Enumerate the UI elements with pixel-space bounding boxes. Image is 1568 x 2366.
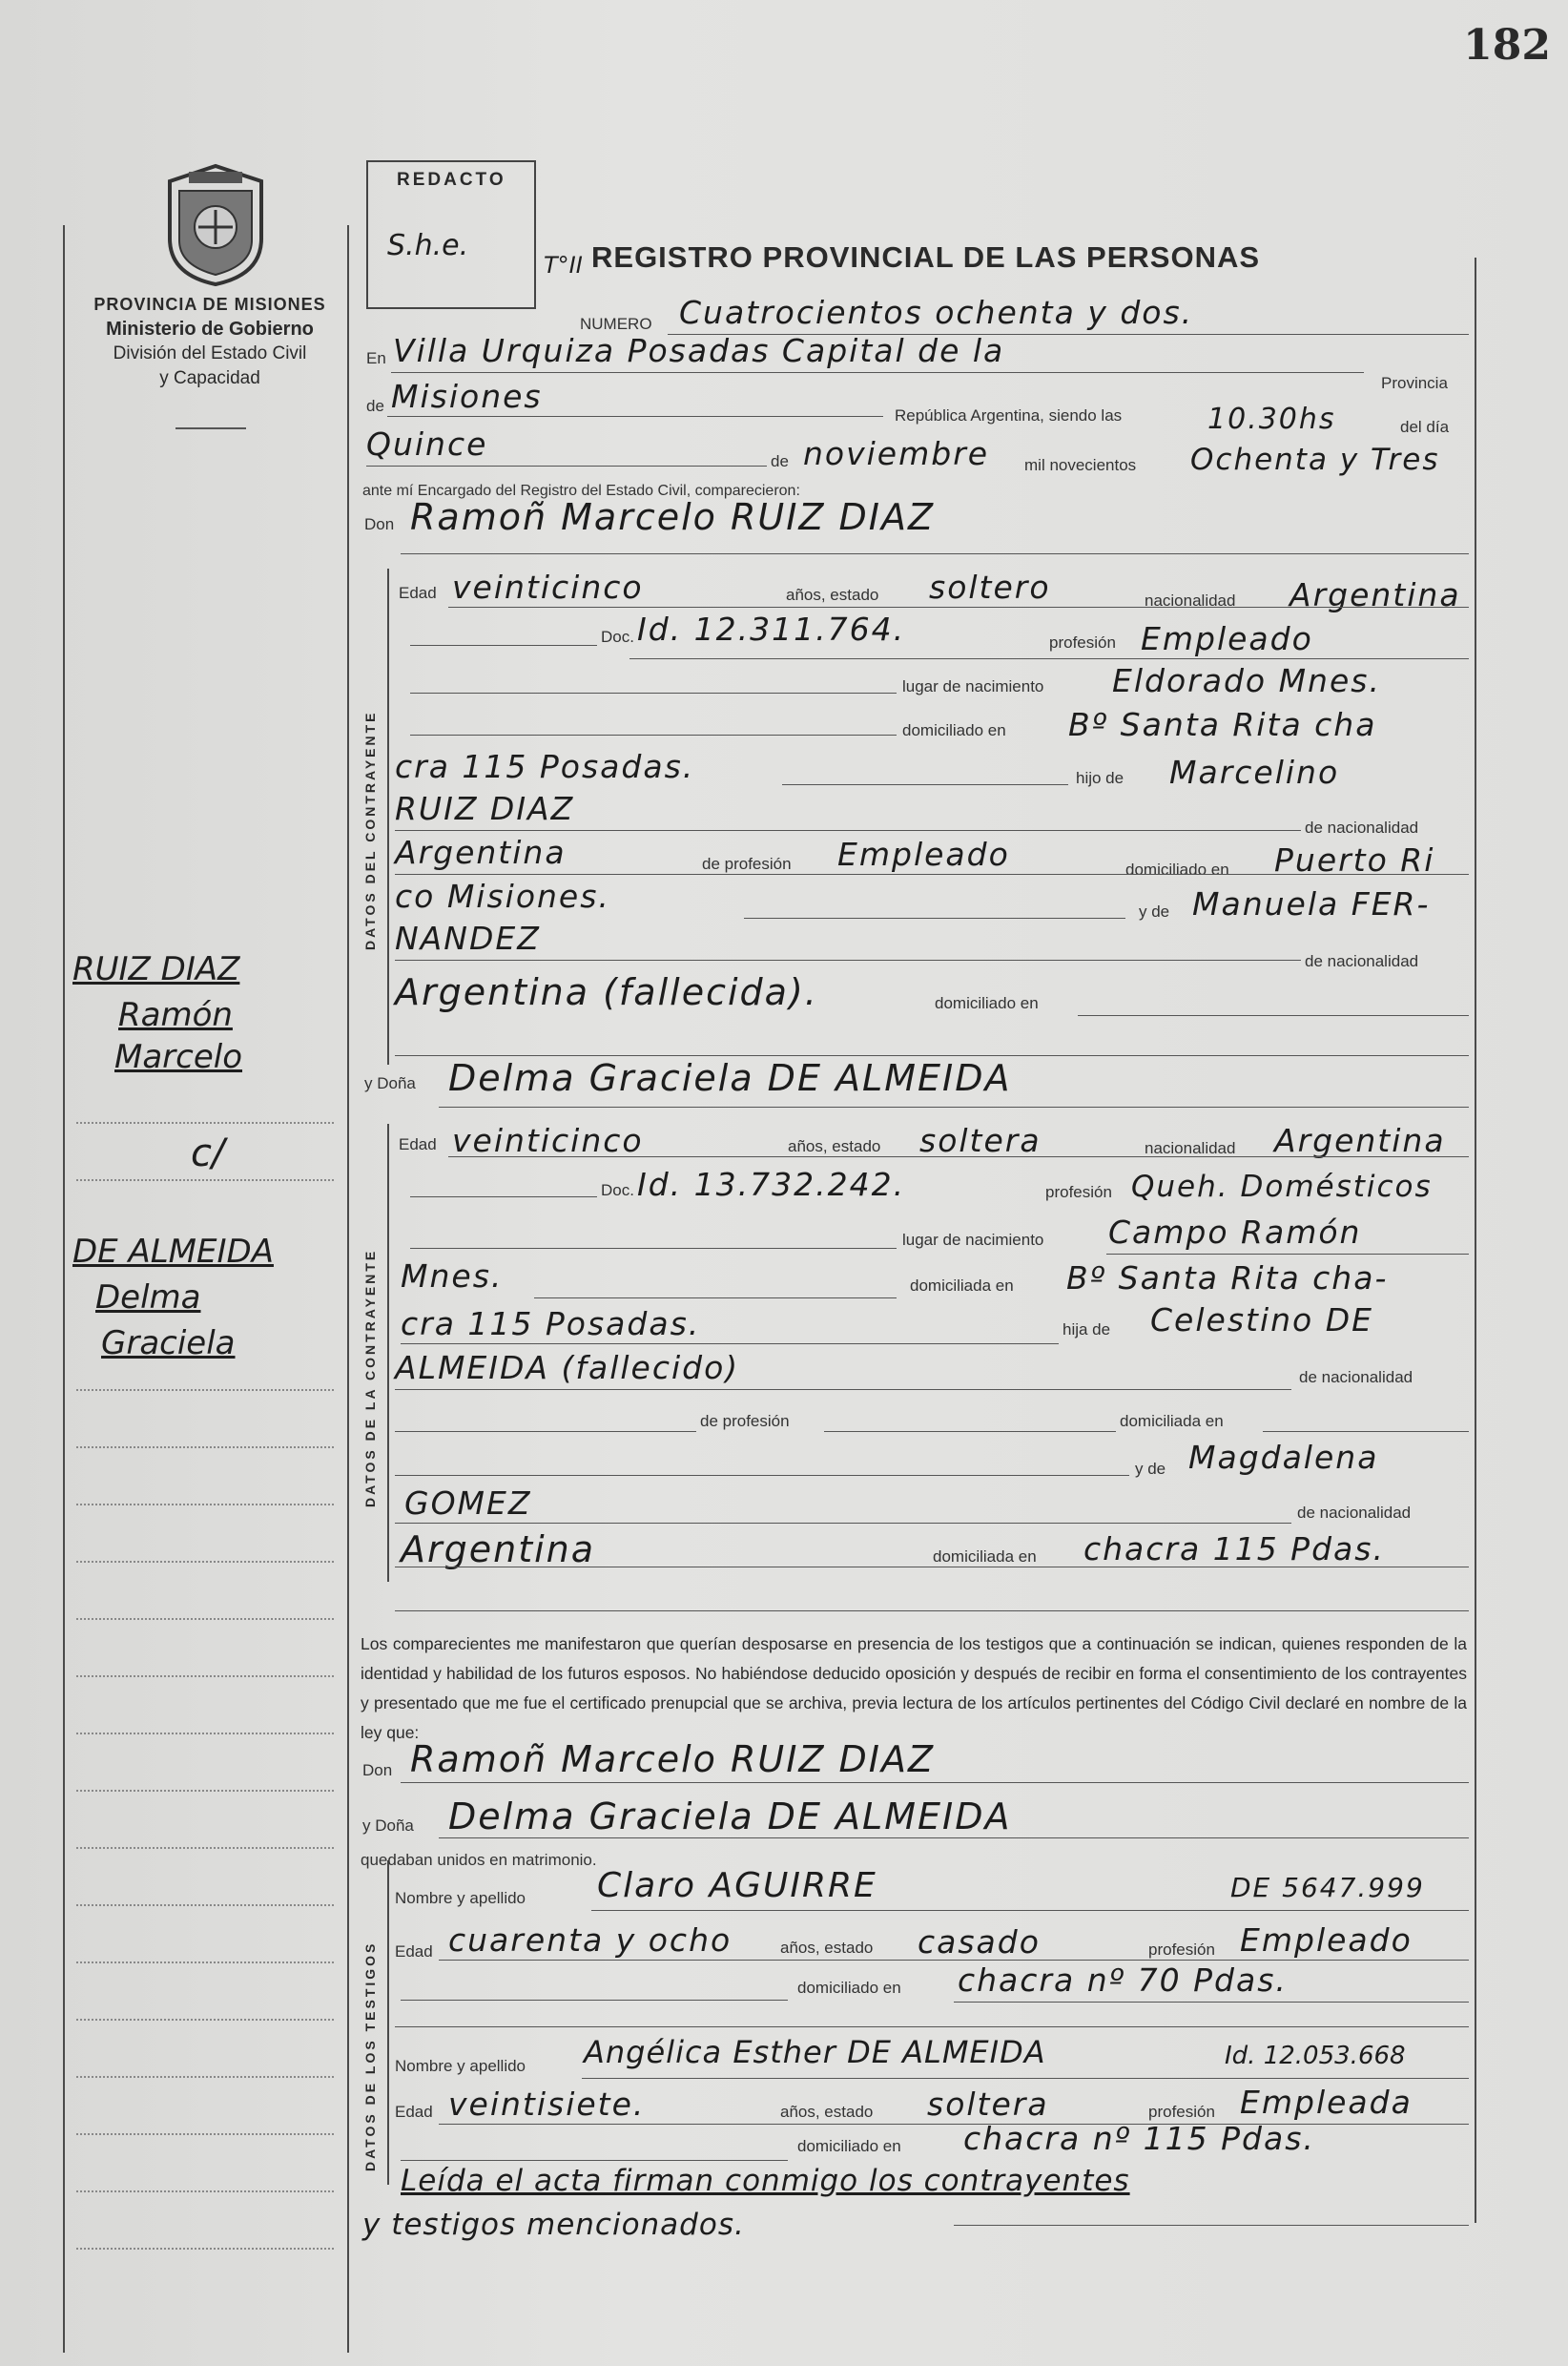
margin-dots [76,2190,334,2192]
de2-label: de [771,452,789,470]
margin-dots [76,1847,334,1849]
groom-padre-dom1: Puerto Ri [1274,841,1435,879]
margin-dots [76,2019,334,2021]
bride-madre1: Magdalena [1188,1439,1379,1476]
groom-padre-dom2: co Misiones. [395,878,610,915]
mes-value: noviembre [803,435,990,472]
province-line: PROVINCIA DE MISIONES [93,295,326,314]
bride-dom2: cra 115 Posadas. [401,1305,701,1342]
rule [1078,1015,1469,1016]
quedaban-text: quedaban unidos en matrimonio. [361,1851,597,1869]
margin-dots [76,1618,334,1620]
margin-bride-surname: DE ALMEIDA [72,1233,274,1271]
groom-padre-nac: Argentina [395,834,567,871]
groom-edad: veinticinco [452,569,644,606]
groom-hijo-label: hijo de [1076,769,1124,787]
w2-edad: veintisiete. [448,2086,646,2123]
dona-label: y Doña [364,1074,416,1092]
bride-de-prof-label: de profesión [700,1412,790,1430]
provincial-seal-icon [160,162,271,286]
bride-doc: Id. 13.732.242. [637,1166,906,1203]
rule [395,1431,696,1432]
rule [401,2160,788,2161]
rule [401,1782,1469,1783]
redacto-initials: S.h.e. [387,229,469,262]
bride-madre-dom-label: domiciliada en [933,1547,1037,1566]
ministry-header [57,292,362,391]
bride-madre2: GOMEZ [404,1484,532,1522]
groom-doc-label: Doc. [601,628,634,646]
margin-dots [76,1561,334,1563]
redacto-box [366,160,536,309]
w2-anos-label: años, estado [780,2103,874,2121]
bride-padre1: Celestino DE [1150,1301,1373,1339]
w1-nombre: Claro AGUIRRE [597,1866,877,1905]
rule [782,784,1068,785]
left-border [63,225,65,2353]
tomo-mark: T°II [544,252,583,279]
rule [410,645,597,646]
anio-value: Ochenta y Tres [1190,443,1440,477]
ministry-line: Ministerio de Gobierno [106,319,314,340]
margin-bride-first: Delma [95,1278,201,1317]
bride-anos-label: años, estado [788,1137,881,1155]
bride-nac: Argentina [1274,1122,1446,1159]
rule [410,1196,597,1197]
w2-dom: chacra nº 115 Pdas. [963,2120,1315,2157]
groom-padre2: RUIZ DIAZ [395,790,575,827]
rule [629,658,1469,659]
bride-side-label: DATOS DE LA CONTRAYENTE [362,1248,378,1507]
w1-estado: casado [918,1923,1041,1961]
witness-side-label: DATOS DE LOS TESTIGOS [362,1941,378,2171]
dia-value: Quince [366,425,488,463]
ante-label: ante mí Encargado del Registro del Estado Civil, comparecieron: [362,483,800,499]
margin-dots [76,1389,334,1391]
w2-nombre: Angélica Esther DE ALMEIDA [584,2034,1046,2070]
rule [824,1431,1116,1432]
bride-padre-dom-label: domiciliada en [1120,1412,1224,1430]
bride-madre-de-nac-label: de nacionalidad [1297,1504,1412,1522]
w2-prof: Empleada [1240,2084,1413,2121]
header-rule [175,427,246,429]
margin-dots [76,2133,334,2135]
margin-dots [76,1675,334,1677]
bride-de-nac-label: de nacionalidad [1299,1368,1413,1386]
rule [448,1156,1469,1157]
w1-edad: cuarenta y ocho [448,1921,732,1959]
w2-estado: soltera [927,2086,1049,2123]
rule [410,1248,897,1249]
groom-madre-dom-label: domiciliado en [935,994,1039,1012]
groom-padre1: Marcelino [1169,754,1340,791]
rule [954,2002,1469,2003]
witness-bracket [387,1860,389,2185]
rule [395,960,1301,961]
rule [410,735,897,736]
margin-dots [76,1122,334,1124]
rule [387,416,883,417]
margin-dots [76,1446,334,1448]
w1-dom: chacra nº 70 Pdas. [958,1961,1288,1999]
margin-dots [76,2076,334,2078]
rule [439,1107,1469,1108]
groom-doc: Id. 12.311.764. [637,611,906,648]
margin-dots [76,2248,334,2250]
rule [395,1610,1469,1611]
registry-title: REGISTRO PROVINCIAL DE LAS PERSONAS [591,240,1261,274]
rule [395,874,1469,875]
provincia-label: Provincia [1381,374,1448,392]
bride-hija-label: hija de [1063,1320,1111,1339]
rule [395,1523,1291,1524]
groom-padre-prof: Empleado [837,836,1010,873]
w1-prof-label: profesión [1148,1941,1215,1959]
en-value: Villa Urquiza Posadas Capital de la [393,332,1005,369]
margin-dots [76,1904,334,1906]
bride-madre-nac: Argentina [401,1528,596,1570]
margin-dots [76,1790,334,1792]
rule [1106,1254,1469,1255]
rule [395,2026,1469,2027]
groom-dom2: cra 115 Posadas. [395,748,695,785]
groom-madre2: NANDEZ [395,920,541,957]
groom-estado: soltero [929,569,1051,606]
margin-groom-first: Ramón [118,996,233,1034]
w2-edad-label: Edad [395,2103,433,2121]
bride-madre-dom: chacra 115 Pdas. [1083,1530,1385,1567]
rule [410,693,897,694]
closing-line-2: y testigos mencionados. [362,2208,745,2242]
division-line: División del Estado Civil [113,343,307,363]
groom-madre-de-nac-label: de nacionalidad [1305,952,1419,970]
rule [395,1389,1291,1390]
bride-nac-label: nacionalidad [1145,1139,1236,1157]
groom-prof-label: profesión [1049,633,1116,652]
rule [439,1960,1469,1961]
rule [395,1475,1129,1476]
en-label: En [366,349,386,367]
closing-line-1: Leída el acta firman conmigo los contrayentes [401,2164,1130,2198]
bride-dom-label: domiciliada en [910,1276,1014,1295]
bride-lugar-label: lugar de nacimiento [902,1231,1044,1249]
don-label: Don [364,515,395,533]
groom-name: Ramoñ Marcelo RUIZ DIAZ [410,496,936,538]
rule [1263,1431,1469,1432]
bride-name: Delma Graciela DE ALMEIDA [448,1057,1012,1099]
w2-prof-label: profesión [1148,2103,1215,2121]
w1-nombre-label: Nombre y apellido [395,1889,526,1907]
declaration-text: Los comparecientes me manifestaron que querían desposarse en presencia de los testigos que a continuación se indican, quienes responden de la identidad y habilidad de los futuros esposos. No habiéndose deducido oposición y después de recibir en forma el consentimiento de los contrayentes y presentado que me fue el certificado prenupcial que se archiva, previa lectura de los artículos pertinentes del Código Civil declaré en nombre de la ley que: [361,1634,1467,1742]
rule [744,918,1125,919]
groom-nac: Argentina [1289,576,1461,613]
margin-dots [76,1504,334,1505]
bride-edad: veinticinco [452,1122,644,1159]
rule [401,1343,1059,1344]
bride-yde-label: y de [1135,1460,1166,1478]
bride-dom1: Bº Santa Rita cha- [1066,1259,1389,1297]
hora-value: 10.30hs [1207,403,1336,436]
w1-doc: DE 5647.999 [1230,1872,1425,1903]
groom-lugar: Eldorado Mnes. [1112,662,1381,699]
bride-doc-label: Doc. [601,1181,634,1199]
groom-de-prof-label: de profesión [702,855,792,873]
groom-nac-label: nacionalidad [1145,592,1236,610]
bride-prof: Queh. Domésticos [1131,1170,1433,1204]
bride-lugar2: Mnes. [401,1257,504,1295]
groom-dom1: Bº Santa Rita cha [1068,706,1377,743]
rule [366,466,767,467]
groom-bracket [387,569,389,1065]
w2-dom-label: domiciliado en [797,2137,901,2155]
bride-bracket [387,1124,389,1582]
w1-anos-label: años, estado [780,1939,874,1957]
decl-dona-label: y Doña [362,1816,414,1835]
right-border [1475,258,1476,2223]
mil-label: mil novecientos [1024,456,1137,474]
groom-edad-label: Edad [399,584,437,602]
groom-de-nac-label: de nacionalidad [1305,819,1419,837]
de-label: de [366,397,384,415]
rule [534,1297,897,1298]
bride-edad-label: Edad [399,1135,437,1153]
w1-edad-label: Edad [395,1942,433,1961]
groom-side-label: DATOS DEL CONTRAYENTE [362,710,378,950]
w2-nombre-label: Nombre y apellido [395,2057,526,2075]
margin-c: c/ [191,1131,225,1175]
numero-value: Cuatrocientos ochenta y dos. [679,294,1194,331]
redacto-label: REDACTO [397,170,506,190]
page-number: 182 [1463,21,1551,70]
decl-dona: Delma Graciela DE ALMEIDA [448,1795,1012,1837]
decl-don: Ramoñ Marcelo RUIZ DIAZ [410,1738,936,1780]
margin-groom-surname: RUIZ DIAZ [72,950,240,988]
bride-padre2: ALMEIDA (fallecido) [395,1349,740,1386]
margin-dots [76,1733,334,1734]
groom-madre-nac: Argentina (fallecida). [395,971,818,1013]
w1-dom-label: domiciliado en [797,1979,901,1997]
groom-yde-label: y de [1139,903,1170,921]
rule [448,607,1469,608]
rule [401,2000,788,2001]
rule [591,1910,1469,1911]
rule [395,830,1301,831]
capacidad-line: y Capacidad [159,368,260,388]
w2-doc: Id. 12.053.668 [1225,2042,1406,2070]
margin-dots [76,1961,334,1963]
bride-lugar: Campo Ramón [1108,1214,1362,1251]
bride-estado: soltera [919,1122,1042,1159]
bride-prof-label: profesión [1045,1183,1112,1201]
groom-padre-dom-label: domiciliado en [1125,861,1229,879]
rule [582,2078,1469,2079]
rule [439,1837,1469,1838]
groom-madre1: Manuela FER- [1192,885,1431,923]
rule [395,1055,1469,1056]
decl-don-label: Don [362,1761,393,1779]
groom-lugar-label: lugar de nacimiento [902,677,1044,695]
w1-prof: Empleado [1240,1921,1413,1959]
margin-dots [76,1179,334,1181]
center-border [347,225,349,2353]
groom-dom-label: domiciliado en [902,721,1006,739]
de-value: Misiones [391,378,543,415]
groom-prof: Empleado [1141,620,1313,657]
margin-groom-middle: Marcelo [114,1038,243,1076]
margin-bride-middle: Graciela [101,1324,236,1362]
rule [401,553,1469,554]
rule [391,372,1364,373]
numero-label: NUMERO [580,315,652,333]
del-dia-label: del día [1400,418,1450,436]
groom-anos-label: años, estado [786,586,879,604]
rule [954,2225,1469,2226]
republica-label: República Argentina, siendo las [895,406,1123,425]
